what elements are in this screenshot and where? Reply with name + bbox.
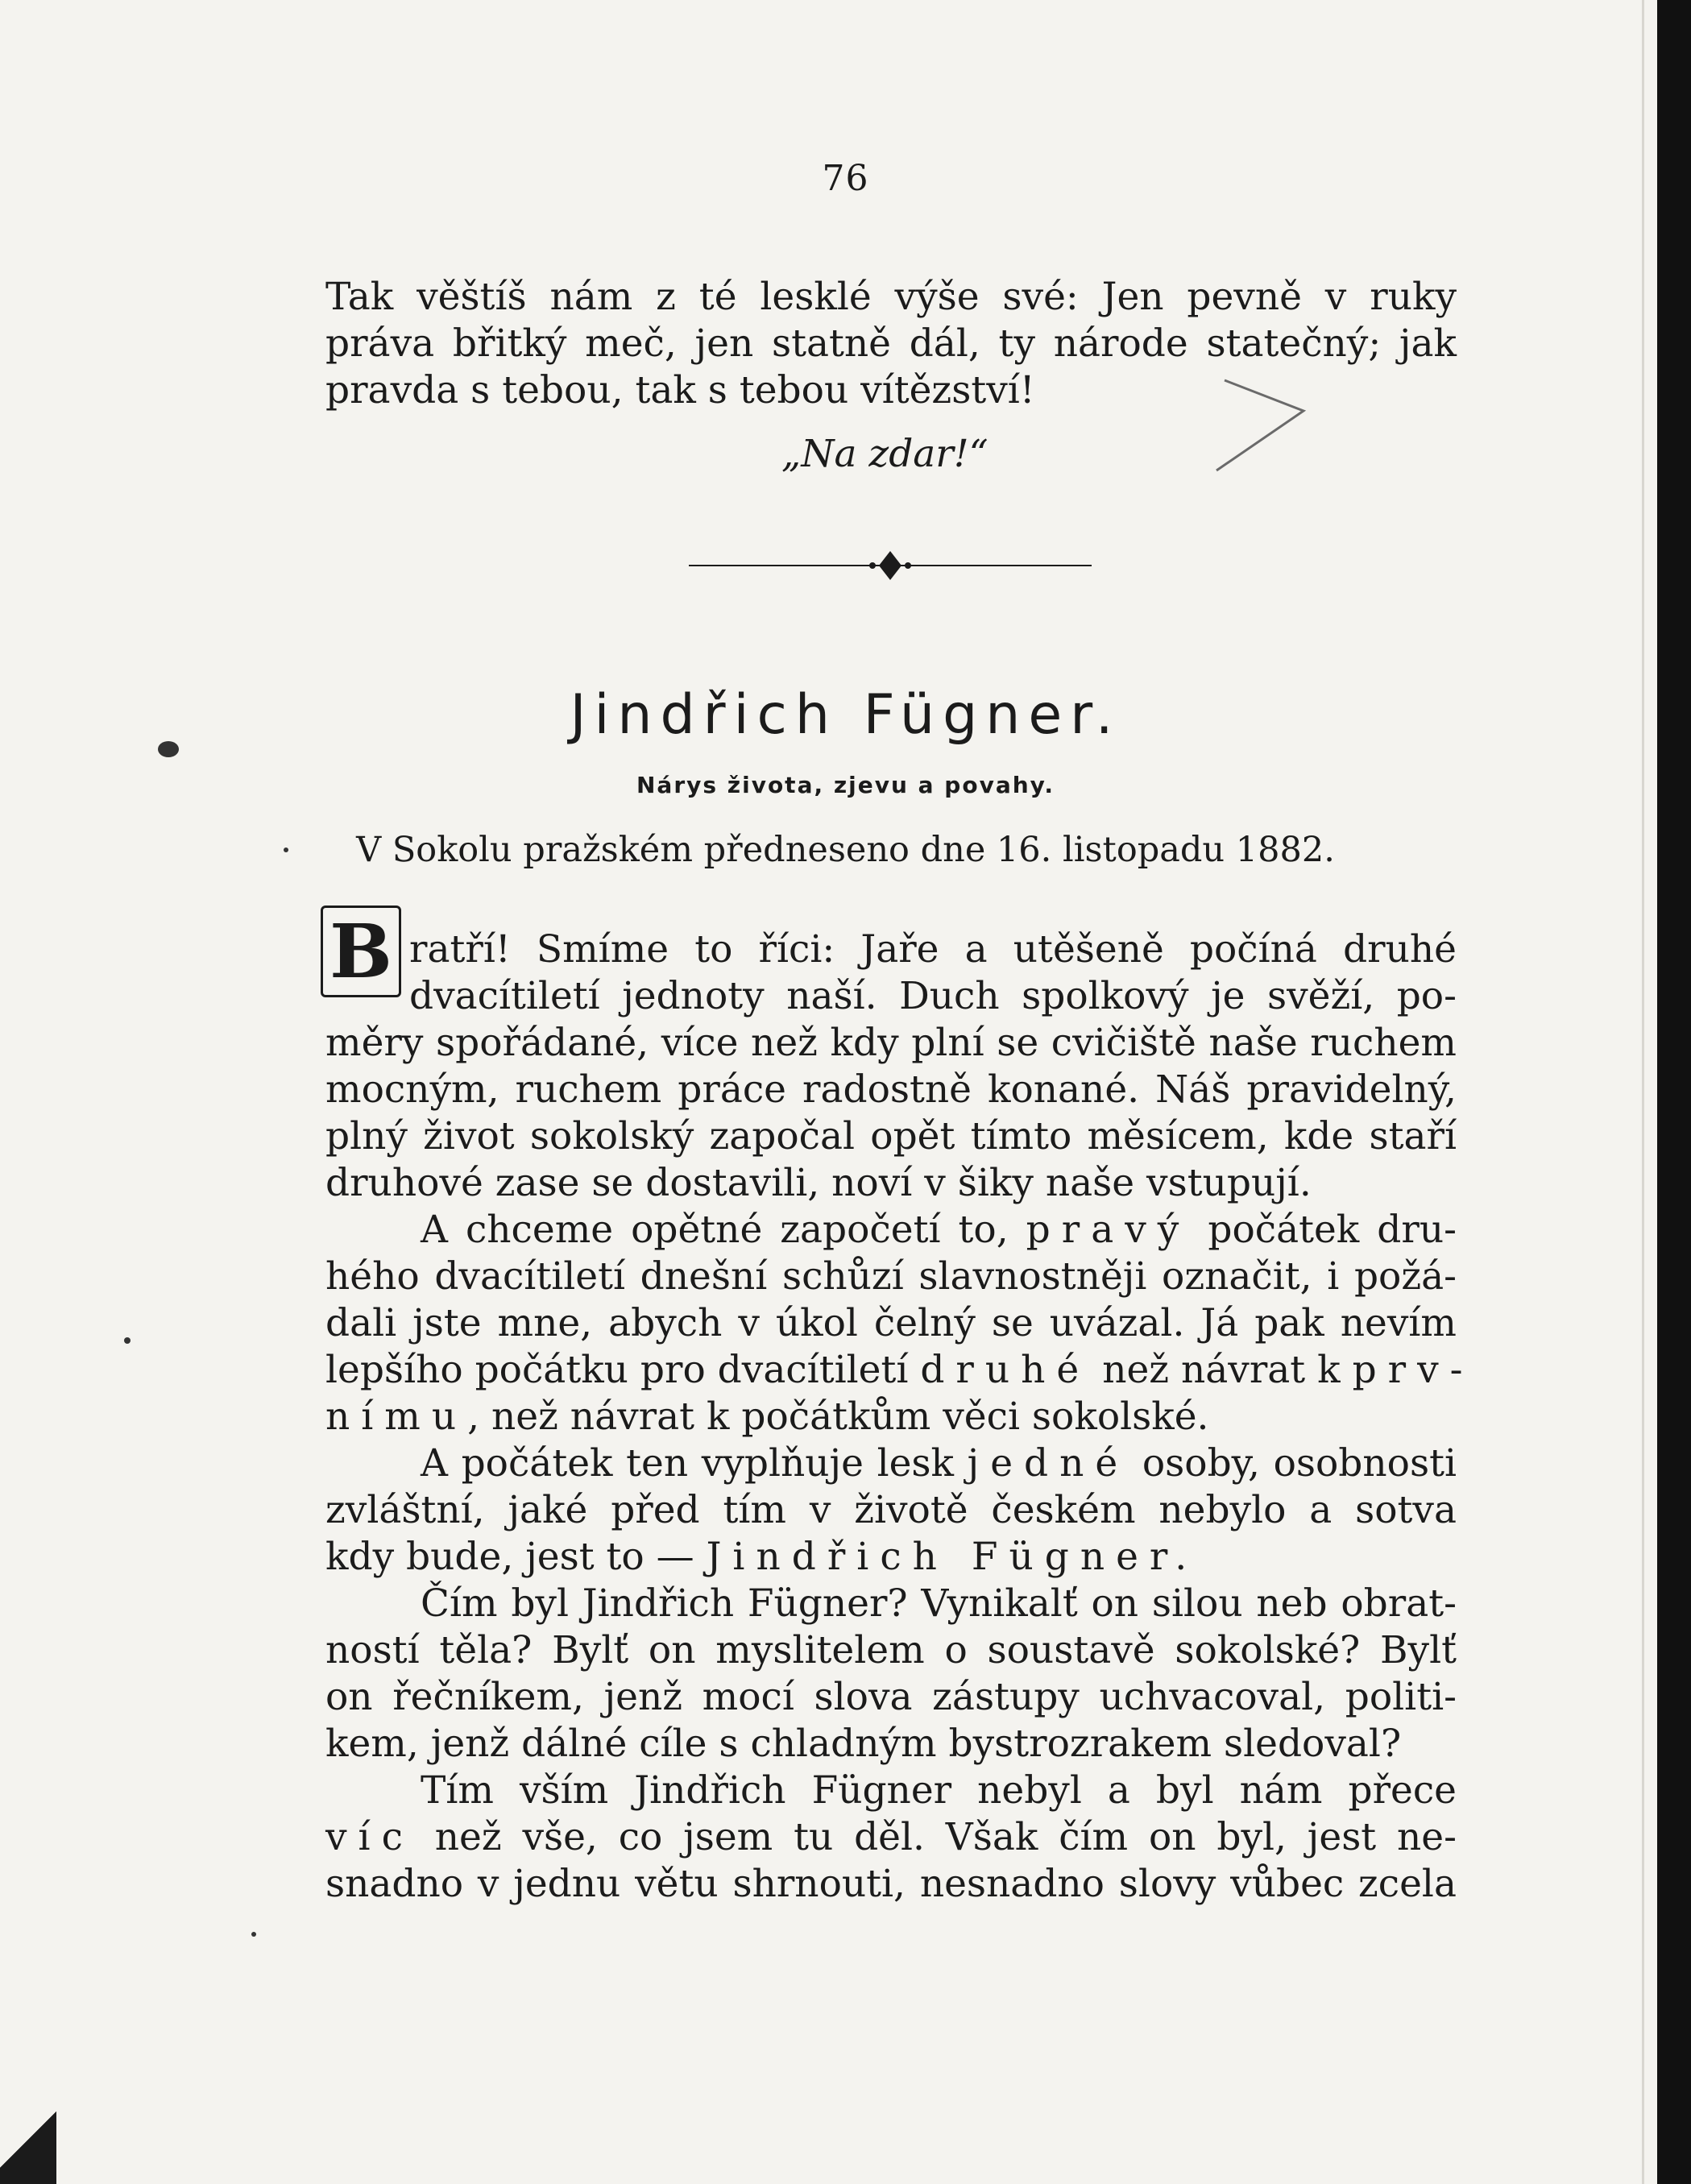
text-run: A chceme opětné započetí to, <box>421 1208 1026 1252</box>
text-line: dvacítiletí jednoty naší. Duch spolkový je svěží, po- <box>409 974 1457 1018</box>
text-run: lepšího počátku pro dvacítiletí <box>325 1348 921 1392</box>
text-run: než vše, co jsem tu děl. Však čím on byl, jest ne- <box>413 1815 1457 1859</box>
text-line: dali jste mne, abych v úkol čelný se uvázal. Já pak nevím <box>325 1301 1457 1345</box>
text-line: Tím vším Jindřich Fügner nebyl a byl nám přece <box>421 1768 1457 1813</box>
text-line: Čím byl Jindřich Fügner? Vynikalť on silou neb obrat- <box>421 1581 1457 1626</box>
text-line: měry spořádané, více než kdy plní se cvičiště naše ruchem <box>325 1021 1457 1065</box>
article-body <box>325 926 1474 1908</box>
text-line: ností těla? Bylť on myslitelem o soustavě sokolské? Bylť <box>325 1628 1457 1672</box>
text-run: A počátek ten vyplňuje lesk <box>421 1441 968 1486</box>
page-number: 76 <box>822 158 869 199</box>
text-line: snadno v jednu větu shrnouti, nesnadno slovy vůbec zcela <box>325 1862 1457 1906</box>
spaced-emphasis: pravý <box>1026 1208 1191 1252</box>
text-line: zvláštní, jaké před tím v životě českém nebylo a sotva <box>325 1488 1457 1532</box>
spaced-emphasis: nímu <box>325 1395 468 1439</box>
text-line: plný život sokolský započal opět tímto měsícem, kde staří <box>325 1114 1457 1158</box>
text-run: než návrat k <box>1090 1348 1353 1392</box>
scan-edge-line <box>1642 0 1644 2184</box>
text-line: hého dvacítiletí dnešní schůzí slavnostněji označit, i požá- <box>325 1254 1457 1299</box>
spaced-emphasis: Jindřich Fügner. <box>706 1535 1199 1579</box>
text-run: počátek dru- <box>1190 1208 1457 1252</box>
scan-edge-corner <box>0 2095 56 2184</box>
drop-cap: B <box>321 906 401 997</box>
closing-salute: „Na zdar!“ <box>781 432 988 476</box>
text-line <box>325 1440 1457 1487</box>
text-run: osoby, osobnosti <box>1129 1441 1457 1486</box>
text-line: mocným, ruchem práce radostně konané. Náš pravidelný, <box>325 1067 1457 1112</box>
scan-speck <box>124 1337 131 1344</box>
scan-edge-right <box>1657 0 1691 2184</box>
article-title: Jindřich Fügner. <box>570 683 1121 747</box>
text-line: on řečníkem, jenž mocí slova zástupy uchvacoval, politi- <box>325 1675 1457 1719</box>
text-line: pravda s tebou, tak s tebou vítězství! <box>325 368 1035 412</box>
article-note: V Sokolu pražském předneseno dne 16. listopadu 1882. <box>356 830 1335 870</box>
spaced-emphasis: jedné <box>967 1441 1129 1486</box>
text-line <box>325 1347 1474 1394</box>
text-run: , než návrat k počátkům věci sokolské. <box>467 1395 1209 1439</box>
text-line <box>325 1394 1457 1440</box>
text-run: kdy bude, jest to — <box>325 1535 707 1579</box>
text-line <box>325 1534 1457 1581</box>
section-divider-ornament <box>689 548 1092 583</box>
spaced-emphasis: druhé <box>920 1348 1091 1392</box>
spaced-emphasis: víc <box>325 1815 414 1859</box>
text-line <box>325 1814 1457 1861</box>
text-line: ratří! Smíme to říci: Jaře a utěšeně počíná druhé <box>409 927 1457 972</box>
pencil-mark-icon <box>1208 372 1313 477</box>
text-line <box>325 1207 1457 1254</box>
text-line: kem, jenž dálné cíle s chladným bystrozrakem sledoval? <box>325 1722 1402 1766</box>
article-subtitle: Nárys života, zjevu a povahy. <box>636 772 1055 798</box>
scan-speck <box>251 1932 256 1937</box>
text-line: práva břitký meč, jen statně dál, ty národe statečný; jak <box>325 321 1457 366</box>
text-line: druhové zase se dostavili, noví v šiky naše vstupují. <box>325 1161 1312 1205</box>
text-line: Tak věštíš nám z té lesklé výše své: Jen pevně v ruky <box>325 275 1457 319</box>
spaced-emphasis: prv- <box>1352 1348 1474 1392</box>
